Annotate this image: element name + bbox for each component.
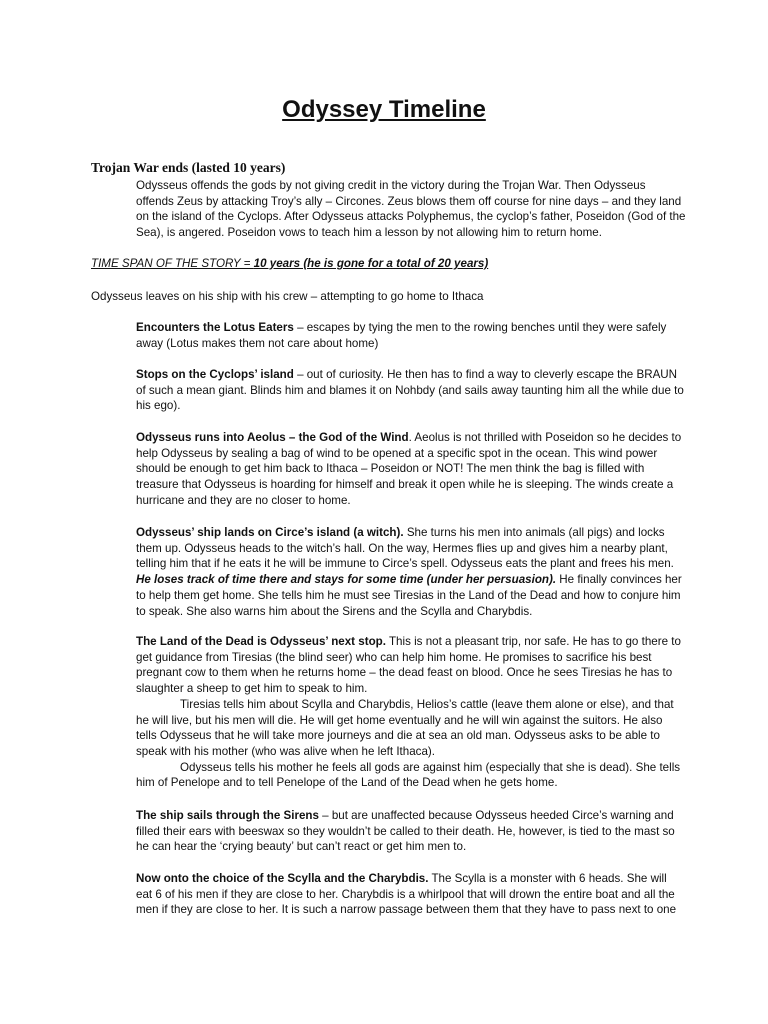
event-text: This is not a pleasant trip, nor safe. He has to go there to get guidance from Tiresias (the blind seer) who can help him home. He promises to sacrifice his best pregnant cow to them when he returns home – the dead feast on blood. Once he sees Tiresias he has to slaughter a sheep to get him to speak to him. bbox=[136, 635, 681, 696]
leaves-line: Odysseus leaves on his ship with his crew – attempting to go home to Ithaca bbox=[91, 290, 484, 303]
event-text: – out of curiosity. He then has to find a way to cleverly escape the BRAUN of such a mean giant. Blinds him and blames it on Nohbdy (and sails away taunting him all the while due to his ego). bbox=[136, 368, 684, 413]
trojan-war-heading: Trojan War ends (lasted 10 years) bbox=[91, 160, 286, 175]
event-text: The Scylla is a monster with 6 heads. She will eat 6 of his men if they are close to her. Charybdis is a whirlpool that will drown the entire boat and all the men if they are close to her. It is such a narrow passage between them that they have to pass next to one bbox=[136, 872, 677, 917]
event-heading: Odysseus’ ship lands on Circe’s island (a witch). bbox=[136, 526, 404, 539]
event-heading: Stops on the Cyclops’ island bbox=[136, 368, 294, 381]
time-span-line bbox=[91, 257, 488, 270]
event-text-mother: Odysseus tells his mother he feels all gods are against him (especially that she is dead). She tells him of Penelope and to tell Penelope of the Land of the Dead when he gets home. bbox=[136, 760, 681, 790]
event-heading: Odysseus runs into Aeolus – the God of the Wind bbox=[136, 431, 409, 444]
event-text-tail: He finally convinces her to help them get home. She tells him he must see Tiresias in the Land of the Dead and how to conjure him to speak. She also warns him about the Sirens and the Scylla and Charybdis. bbox=[136, 573, 682, 618]
event-heading: The ship sails through the Sirens bbox=[136, 809, 319, 822]
event-paragraph-cyclops bbox=[136, 367, 686, 414]
event-paragraph-sirens bbox=[136, 808, 686, 855]
event-emphasis: He loses track of time there and stays for some time (under her persuasion). bbox=[136, 573, 557, 587]
event-text-tiresias: Tiresias tells him about Scylla and Charybdis, Helios’s cattle (leave them alone or else), and that he will live, but his men will die. He will get home eventually and he will win against the suitors. He also tells Odysseus that he will take more journeys and die at sea an old man. Odysseus asks to be able to speak with his mother (who was alive when he left Ithaca). bbox=[136, 697, 674, 758]
event-heading: The Land of the Dead is Odysseus’ next stop. bbox=[136, 635, 386, 648]
event-text: She turns his men into animals (all pigs) and locks them up. Odysseus heads to the witch’s hall. On the way, Hermes flies up and gives him a nearby plant, telling him that if he eats it he will be immune to Circe’s spell. Odysseus eats the plant and frees his men. bbox=[136, 526, 674, 571]
event-text: – but are unaffected because Odysseus heeded Circe’s warning and filled their ears with beeswax so they wouldn’t be called to their death. He, however, is tied to the mast so he can hear the ‘crying beauty’ but can’t react or get him men to. bbox=[136, 809, 675, 854]
event-paragraph-circe bbox=[136, 525, 686, 619]
event-text: – escapes by tying the men to the rowing benches until they were safely away (Lotus makes them not care about home) bbox=[136, 321, 667, 350]
time-span-value: 10 years (he is gone for a total of 20 years) bbox=[253, 257, 489, 270]
event-paragraph-scylla-charybdis bbox=[136, 871, 686, 918]
event-heading: Now onto the choice of the Scylla and the Charybdis. bbox=[136, 872, 429, 885]
event-text: . Aeolus is not thrilled with Poseidon so he decides to help Odysseus by sealing a bag of wind to be opened at a specific spot in the ocean. This wind power should be enough to get him back to Ithaca – Poseidon or NOT! The men think the bag is filled with treasure that Odysseus is hoarding for himself and break it open while he is sleeping. The winds create a hurricane and they are no closer to home. bbox=[136, 431, 682, 507]
event-paragraph-land-of-dead bbox=[136, 634, 686, 791]
time-span-label: TIME SPAN OF THE STORY = bbox=[91, 257, 254, 270]
event-paragraph-aeolus bbox=[136, 430, 686, 509]
trojan-war-paragraph: Odysseus offends the gods by not giving credit in the victory during the Trojan War. Then Odysseus offends Zeus by attacking Troy’s ally – Circones. Zeus blows them off course for nine days – and they land on the island of the Cyclops. After Odysseus attacks Polyphemus, the cyclop’s father, Poseidon (God of the Sea), is angered. Poseidon vows to teach him a lesson by not allowing him to return home. bbox=[136, 179, 686, 240]
page-title: Odyssey Timeline bbox=[282, 96, 486, 123]
event-heading: Encounters the Lotus Eaters bbox=[136, 321, 294, 334]
event-paragraph-lotus-eaters bbox=[136, 320, 686, 351]
